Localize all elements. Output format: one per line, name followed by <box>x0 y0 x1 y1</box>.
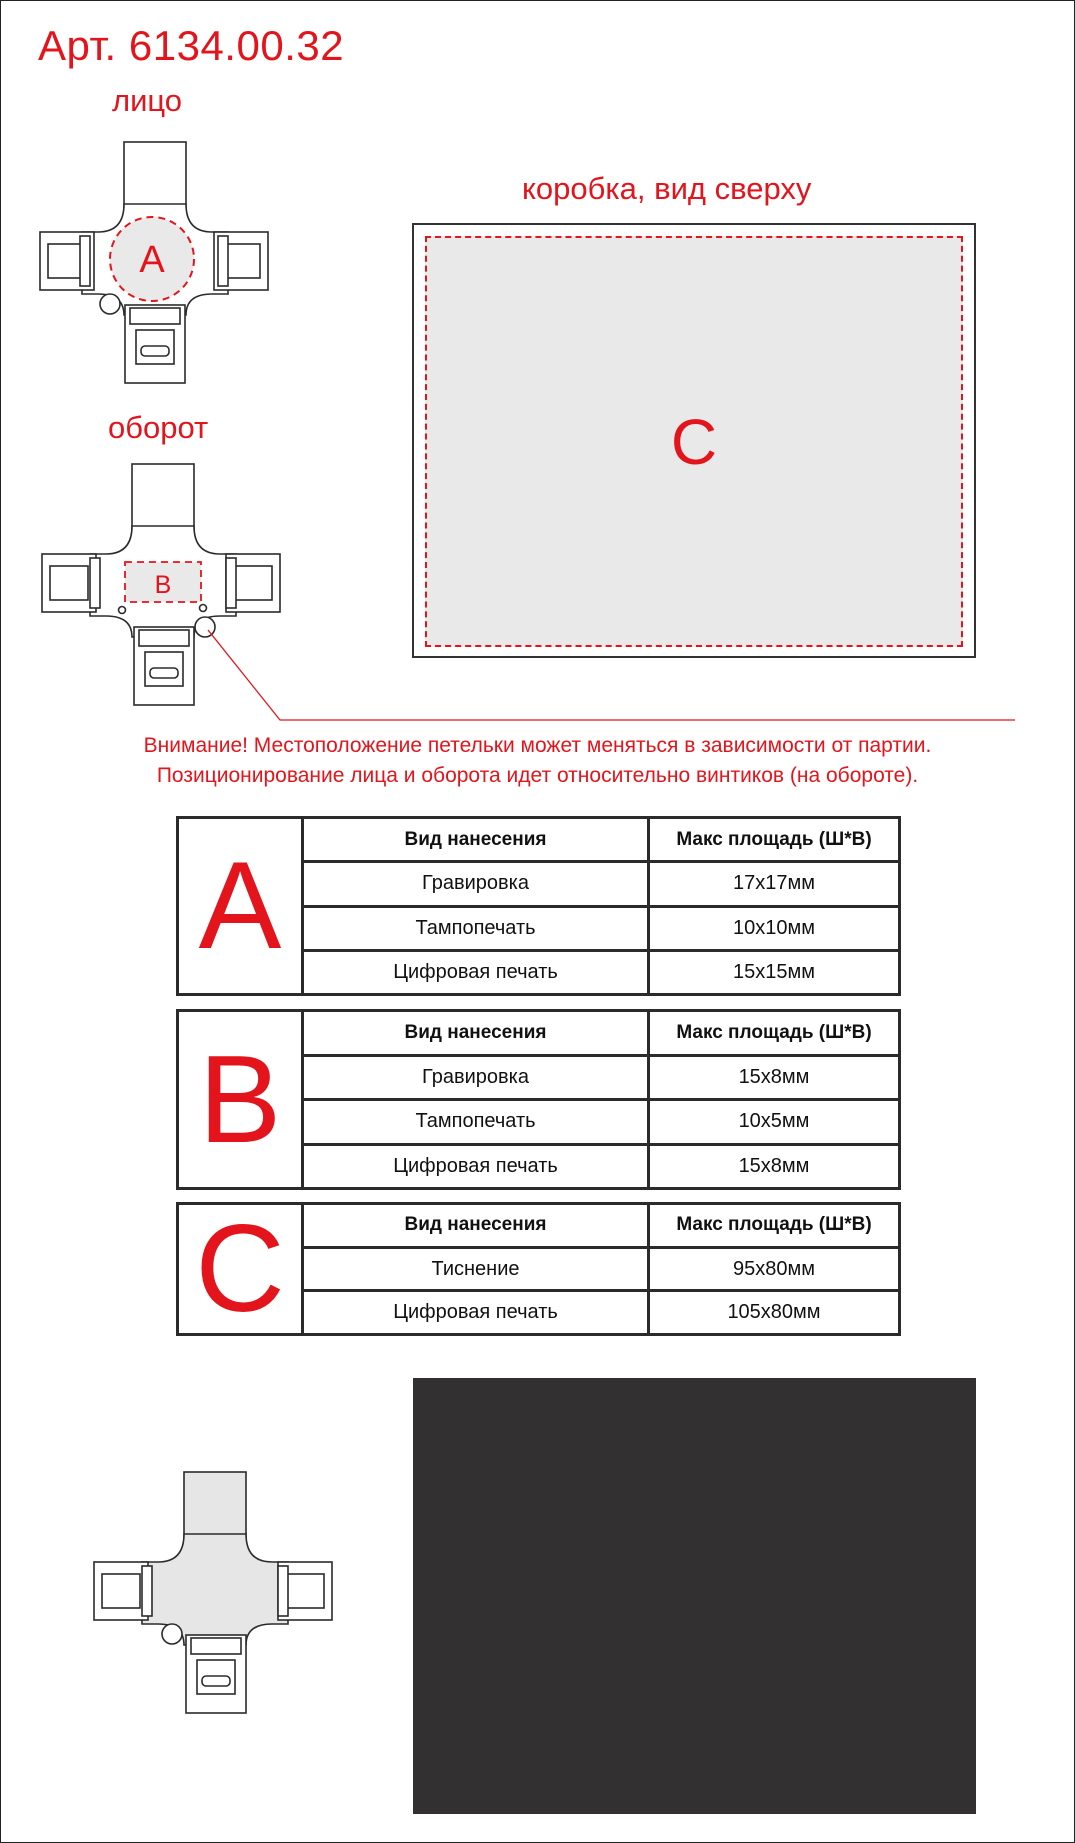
area-cell: 105x80мм <box>727 1301 821 1324</box>
header-method: Вид нанесения <box>304 1205 650 1246</box>
table-b-letter: B <box>179 1012 304 1187</box>
table-a <box>176 816 901 996</box>
zone-b-mark: B <box>154 571 172 599</box>
table-row <box>304 1098 898 1143</box>
method-cell: Гравировка <box>304 1057 650 1099</box>
area-cell: 95x80мм <box>733 1257 815 1280</box>
table-header-row <box>304 1205 898 1246</box>
zone-c-mark: C <box>670 405 718 478</box>
table-row <box>304 949 898 993</box>
table-row <box>304 1289 898 1333</box>
warning-text <box>0 731 1075 791</box>
box-product-image <box>413 1378 976 1814</box>
adapter-front-drawing <box>28 140 278 385</box>
warning-line-1: Внимание! Местоположение петельки может меняться в зависимости от партии. <box>143 734 932 757</box>
table-c-letter: C <box>179 1205 304 1333</box>
table-header-row <box>304 819 898 860</box>
method-cell: Цифровая печать <box>304 1146 650 1188</box>
table-row <box>304 905 898 949</box>
header-method: Вид нанесения <box>304 1012 650 1054</box>
method-cell: Цифровая печать <box>304 952 650 993</box>
adapter-product-drawing <box>90 1470 340 1715</box>
header-max-area: Макс площадь (Ш*В) <box>676 1214 872 1236</box>
warning-line-2: Позиционирование лица и оборота идет относительно винтиков (на обороте). <box>156 764 919 787</box>
area-cell: 15x8мм <box>738 1065 810 1088</box>
table-row <box>304 1143 898 1188</box>
table-c <box>176 1202 901 1336</box>
header-max-area: Макс площадь (Ш*В) <box>676 1021 872 1043</box>
article-title: Арт. 6134.00.32 <box>38 22 345 69</box>
method-cell: Цифровая печать <box>304 1292 650 1333</box>
header-method: Вид нанесения <box>304 819 650 860</box>
area-cell: 10x5мм <box>738 1110 810 1133</box>
method-cell: Тиснение <box>304 1249 650 1290</box>
header-max-area: Макс площадь (Ш*В) <box>676 828 872 850</box>
method-cell: Тампопечать <box>304 908 650 949</box>
table-b <box>176 1009 901 1190</box>
box-top-label: коробка, вид сверху <box>522 171 812 206</box>
table-row <box>304 860 898 904</box>
table-row <box>304 1246 898 1290</box>
table-header-row <box>304 1012 898 1054</box>
area-cell: 17x17мм <box>733 872 815 895</box>
area-cell: 15x8мм <box>738 1154 810 1177</box>
method-cell: Тампопечать <box>304 1101 650 1143</box>
zone-a-mark: A <box>139 239 165 281</box>
table-row <box>304 1054 898 1099</box>
method-cell: Гравировка <box>304 863 650 904</box>
back-label: оборот <box>108 410 209 445</box>
area-cell: 10x10мм <box>733 916 815 939</box>
table-a-letter: A <box>179 819 304 993</box>
area-cell: 15x15мм <box>733 960 815 983</box>
face-label: лицо <box>112 83 183 118</box>
